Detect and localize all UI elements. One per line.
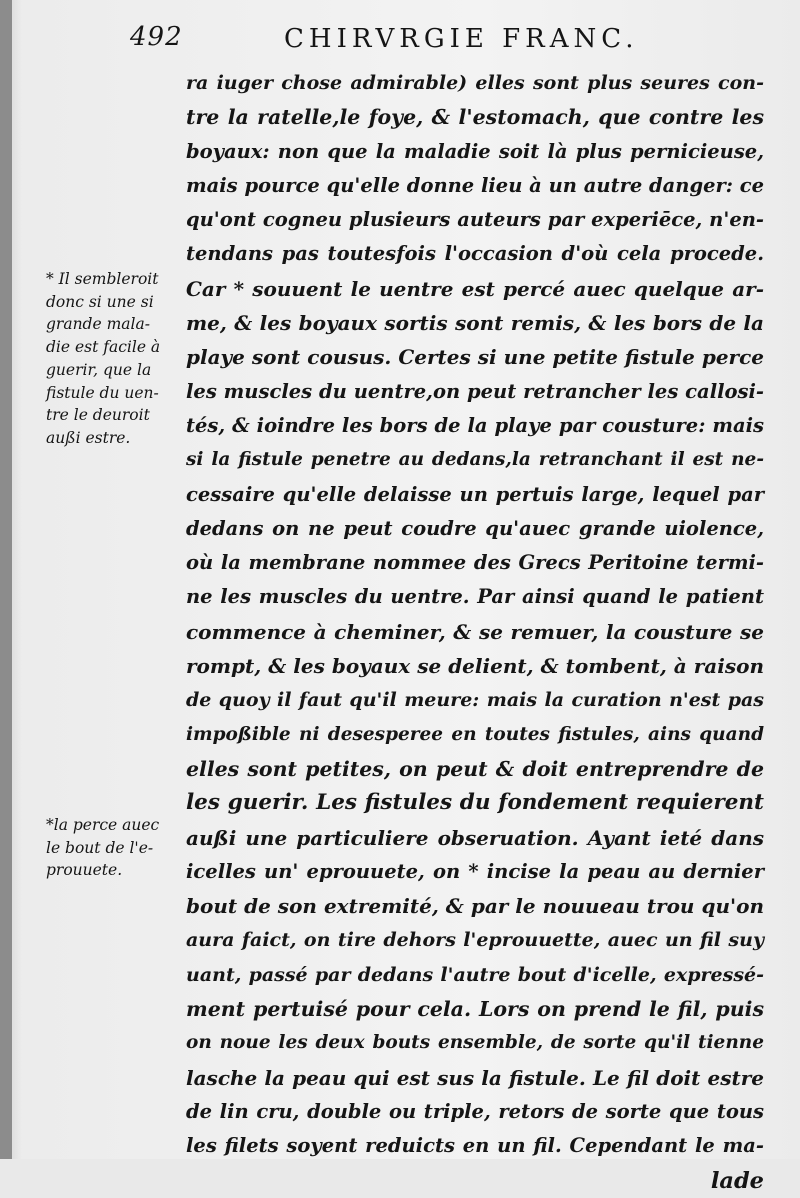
page-header (0, 18, 800, 62)
text-line: les guerir. Les fistules du fondement requierent (186, 790, 764, 816)
text-line: mais pource qu'elle donne lieu à un autre danger: ce (186, 173, 765, 197)
margin-note-line: *la perce auec (46, 816, 160, 834)
text-line: où la membrane nommee des Grecs Peritoine termi- (186, 551, 764, 575)
margin-note (46, 268, 178, 450)
margin-note-line: grande mala- (46, 315, 150, 334)
running-title: CHIRVRGIE FRANC. (284, 24, 639, 54)
text-line: on noue les deux bouts ensemble, de sorte qu'il tienne (186, 1032, 764, 1054)
text-line: les muscles du uentre,on peut retrancher les callosi- (186, 379, 764, 403)
text-line: elles sont petites, on peut & doit entreprendre de (186, 756, 764, 781)
margin-note-line: die est facile à (46, 338, 161, 357)
catchword: lade (710, 1167, 764, 1194)
text-line: playe sont cousus. Certes si une petite fistule perce (186, 345, 764, 370)
page-number: 492 (130, 22, 183, 52)
text-line: außi une particuliere obseruation. Ayant ieté dans (186, 825, 764, 850)
text-line: aura faict, on tire dehors l'eprouuette, auec un fil suy (186, 929, 764, 952)
margin-note (46, 814, 178, 882)
text-line: cessaire qu'elle delaisse un pertuis large, lequel par (186, 482, 764, 506)
text-line: uant, passé par dedans l'autre bout d'icelle, expressé- (186, 963, 764, 986)
text-line: qu'ont cogneu plusieurs auteurs par experiēce, n'en- (186, 208, 764, 232)
body-text (186, 66, 764, 1198)
text-line: ment pertuisé pour cela. Lors on prend le fil, puis (186, 997, 764, 1022)
text-line: commence à cheminer, & se remuer, la cousture se (186, 619, 764, 644)
text-line: ne les muscles du uentre. Par ainsi quand le patient (186, 585, 764, 609)
margin-note-line: donc si une si (46, 292, 154, 311)
margin-note-line: * Il sembleroit (46, 270, 159, 288)
text-line: tés, & ioindre les bors de la playe par cousture: mais (186, 413, 764, 437)
text-line: lasche la peau qui est sus la fistule. Le fil doit estre (186, 1065, 764, 1090)
text-line: si la fistule penetre au dedans,la retranchant il est ne- (186, 449, 764, 471)
margin-note-line: le bout de l'e- (46, 838, 154, 857)
text-line: icelles un' eprouuete, on * incise la peau au dernier (186, 859, 764, 883)
margin-note-line: tre le deuroit (46, 406, 150, 425)
text-line: de quoy il faut qu'il meure: mais la curation n'est pas (186, 689, 764, 712)
text-line: dedans on ne peut coudre qu'auec grande uiolence, (186, 516, 764, 540)
text-line: tendans pas toutesfois l'occasion d'où cela procede. (186, 242, 764, 266)
margin-note-line: prouuete. (46, 861, 123, 880)
page-binding-edge (0, 0, 12, 1159)
text-line: rompt, & les boyaux se delient, & tombent, à raison (186, 654, 764, 679)
text-line: Car * souuent le uentre est percé auec quelque ar- (186, 276, 764, 301)
text-line: boyaux: non que la maladie soit là plus pernicieuse, (186, 139, 764, 163)
text-line: tre la ratelle,le foye, & l'estomach, que contre les (186, 105, 764, 130)
text-line: impoßible ni desesperee en toutes fistules, ains quand (186, 723, 764, 745)
text-line: bout de son extremité, & par le nouueau trou qu'on (186, 894, 764, 919)
text-line: les filets soyent reduicts en un fil. Cependant le ma- (186, 1134, 764, 1158)
text-line: ra iuger chose admirable) elles sont plus seures con- (186, 72, 764, 94)
text-line: de lin cru, double ou triple, retors de sorte que tous (186, 1099, 764, 1123)
margin-note-line: außi estre. (46, 428, 131, 447)
margin-note-line: guerir, que la (46, 360, 152, 379)
margin-note-line: fistule du uen- (46, 383, 159, 402)
text-line: me, & les boyaux sortis sont remis, & les bors de la (186, 311, 764, 336)
